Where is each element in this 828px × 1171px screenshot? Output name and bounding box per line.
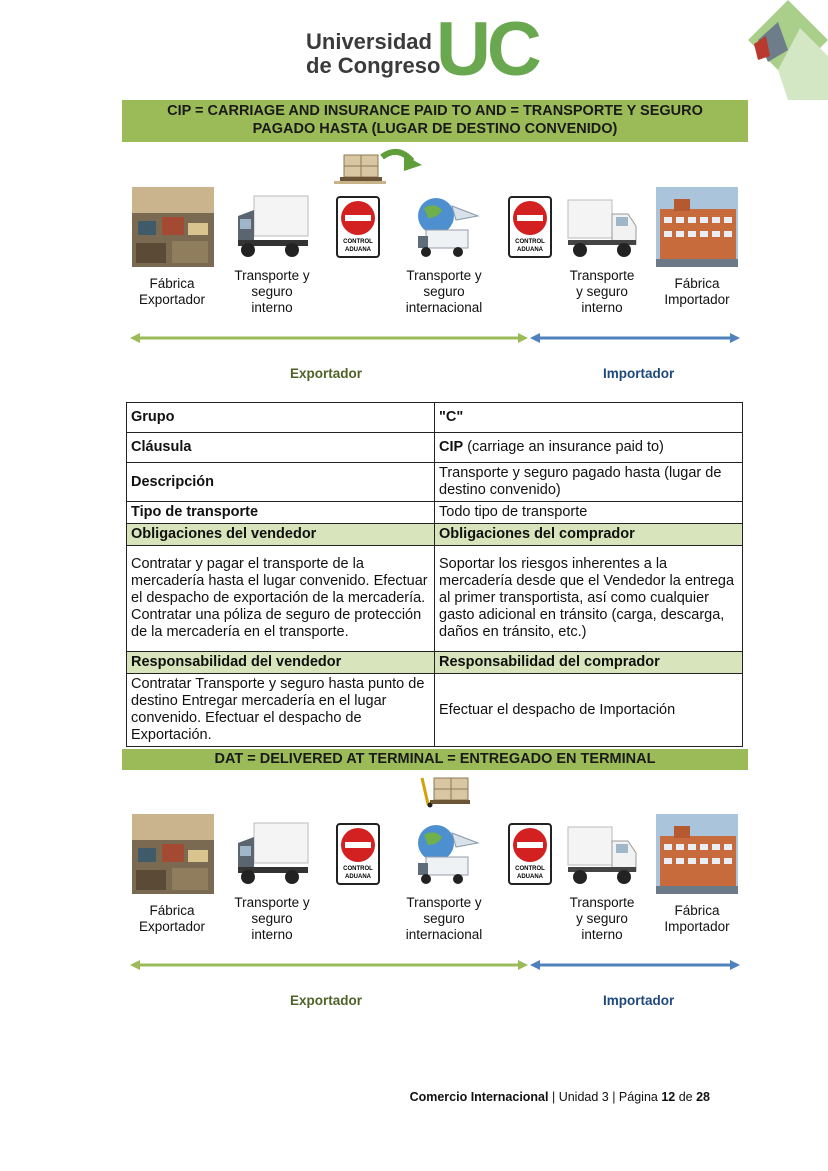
factory-exporter-image	[132, 814, 214, 894]
responsibility-arrows	[130, 957, 742, 973]
pallet-with-arrow-icon	[332, 147, 424, 185]
table-row	[127, 546, 743, 652]
factory-importer-image	[656, 814, 738, 894]
description-value: Transporte y seguro pagado hasta (lugar de destino convenido)	[435, 463, 743, 502]
university-logo-text	[306, 30, 440, 78]
cip-title-line-1: CIP = CARRIAGE AND INSURANCE PAID TO AND = TRANSPORTE Y SEGURO	[167, 103, 703, 119]
label-factory-importer: Fábrica Importador	[664, 903, 730, 934]
clause-label: Cláusula	[127, 433, 435, 463]
truck-internal-icon	[234, 819, 310, 889]
table-row	[127, 433, 743, 463]
international-transport-icon	[412, 823, 480, 887]
label-transport-international: Transporte y seguro internacional	[405, 895, 483, 942]
footer-sep-1: | Unidad 3 | Página	[548, 1090, 662, 1104]
seller-responsibility-header: Responsabilidad del vendedor	[127, 652, 435, 674]
footer-course: Comercio Internacional	[409, 1090, 549, 1104]
seller-obligations-text: Contratar y pagar el transporte de la mercadería hasta el lugar convenido. Efectuar el despacho de exportación de la mercadería. Contratar una póliza de seguro de protección de la mercadería en el transporte.	[127, 546, 435, 652]
buyer-obligations-text: Soportar los riesgos inherentes a la mercadería desde que el Vendedor la entrega al primer transportista, así como cualquier gasto adicional en tránsito (carga, descarga, daños en tránsito, etc.)	[435, 546, 743, 652]
clause-desc: (carriage an insurance paid to)	[463, 439, 664, 455]
label-transport-internal: Transporte y seguro interno	[234, 268, 310, 315]
customs-sign-text-2: ADUANA	[517, 874, 543, 880]
logo-line-1: Universidad	[306, 29, 432, 54]
customs-control-sign-icon	[336, 823, 380, 885]
pallet-jack-icon	[418, 776, 472, 808]
label-transport-internal: Transporte y seguro interno	[234, 895, 310, 942]
customs-sign-text-1: CONTROL	[343, 866, 373, 872]
customs-sign-text-2: ADUANA	[517, 247, 543, 253]
dat-title-bar: DAT = DELIVERED AT TERMINAL = ENTREGADO EN TERMINAL	[122, 749, 748, 770]
corner-decoration-icon	[748, 0, 828, 100]
table-row	[127, 463, 743, 502]
cip-title-bar	[122, 100, 748, 142]
truck-destination-icon	[566, 196, 638, 260]
buyer-responsibility-text: Efectuar el despacho de Importación	[435, 674, 743, 747]
truck-internal-icon	[234, 192, 310, 262]
factory-importer-image	[656, 187, 738, 267]
customs-control-sign-icon	[508, 823, 552, 885]
group-value: "C"	[435, 403, 743, 433]
truck-destination-icon	[566, 823, 638, 887]
label-factory-exporter: Fábrica Exportador	[138, 276, 206, 307]
customs-sign-text-1: CONTROL	[515, 866, 545, 872]
importer-label: Importador	[603, 993, 675, 1008]
table-row	[127, 502, 743, 524]
cip-info-table	[126, 402, 743, 747]
logo-mark: UC	[436, 7, 538, 92]
seller-obligations-header: Obligaciones del vendedor	[127, 524, 435, 546]
transport-type-value: Todo tipo de transporte	[435, 502, 743, 524]
importer-label: Importador	[603, 366, 675, 381]
label-factory-importer: Fábrica Importador	[664, 276, 730, 307]
page-footer	[410, 1090, 710, 1104]
customs-sign-text-1: CONTROL	[515, 239, 545, 245]
label-transport-international: Transporte y seguro internacional	[405, 268, 483, 315]
customs-sign-text-2: ADUANA	[345, 247, 371, 253]
label-transport-destination: Transporte y seguro interno	[569, 268, 635, 315]
buyer-obligations-header: Obligaciones del comprador	[435, 524, 743, 546]
responsibility-arrows	[130, 330, 742, 346]
customs-control-sign-icon	[508, 196, 552, 258]
transport-type-label: Tipo de transporte	[127, 502, 435, 524]
customs-control-sign-icon	[336, 196, 380, 258]
footer-total: 28	[696, 1090, 710, 1104]
description-label: Descripción	[127, 463, 435, 502]
group-label: Grupo	[127, 403, 435, 433]
clause-code: CIP	[439, 439, 464, 455]
footer-page: 12	[661, 1090, 676, 1104]
factory-exporter-image	[132, 187, 214, 267]
table-row	[127, 652, 743, 674]
exporter-label: Exportador	[290, 993, 363, 1008]
label-factory-exporter: Fábrica Exportador	[138, 903, 206, 934]
table-row	[127, 674, 743, 747]
footer-sep-2: de	[675, 1090, 697, 1104]
exporter-label: Exportador	[290, 366, 363, 381]
table-row	[127, 524, 743, 546]
seller-responsibility-text: Contratar Transporte y seguro hasta punto de destino Entregar mercadería en el lugar convenido. Efectuar el despacho de Exportación.	[127, 674, 435, 747]
customs-sign-text-1: CONTROL	[343, 239, 373, 245]
cip-title-line-2: PAGADO HASTA (LUGAR DE DESTINO CONVENIDO)	[252, 121, 618, 137]
customs-sign-text-2: ADUANA	[345, 874, 371, 880]
logo-line-2: de Congreso	[306, 53, 441, 78]
buyer-responsibility-header: Responsabilidad del comprador	[435, 652, 743, 674]
label-transport-destination: Transporte y seguro interno	[569, 895, 635, 942]
clause-value	[435, 433, 743, 463]
table-row	[127, 403, 743, 433]
international-transport-icon	[412, 196, 480, 260]
